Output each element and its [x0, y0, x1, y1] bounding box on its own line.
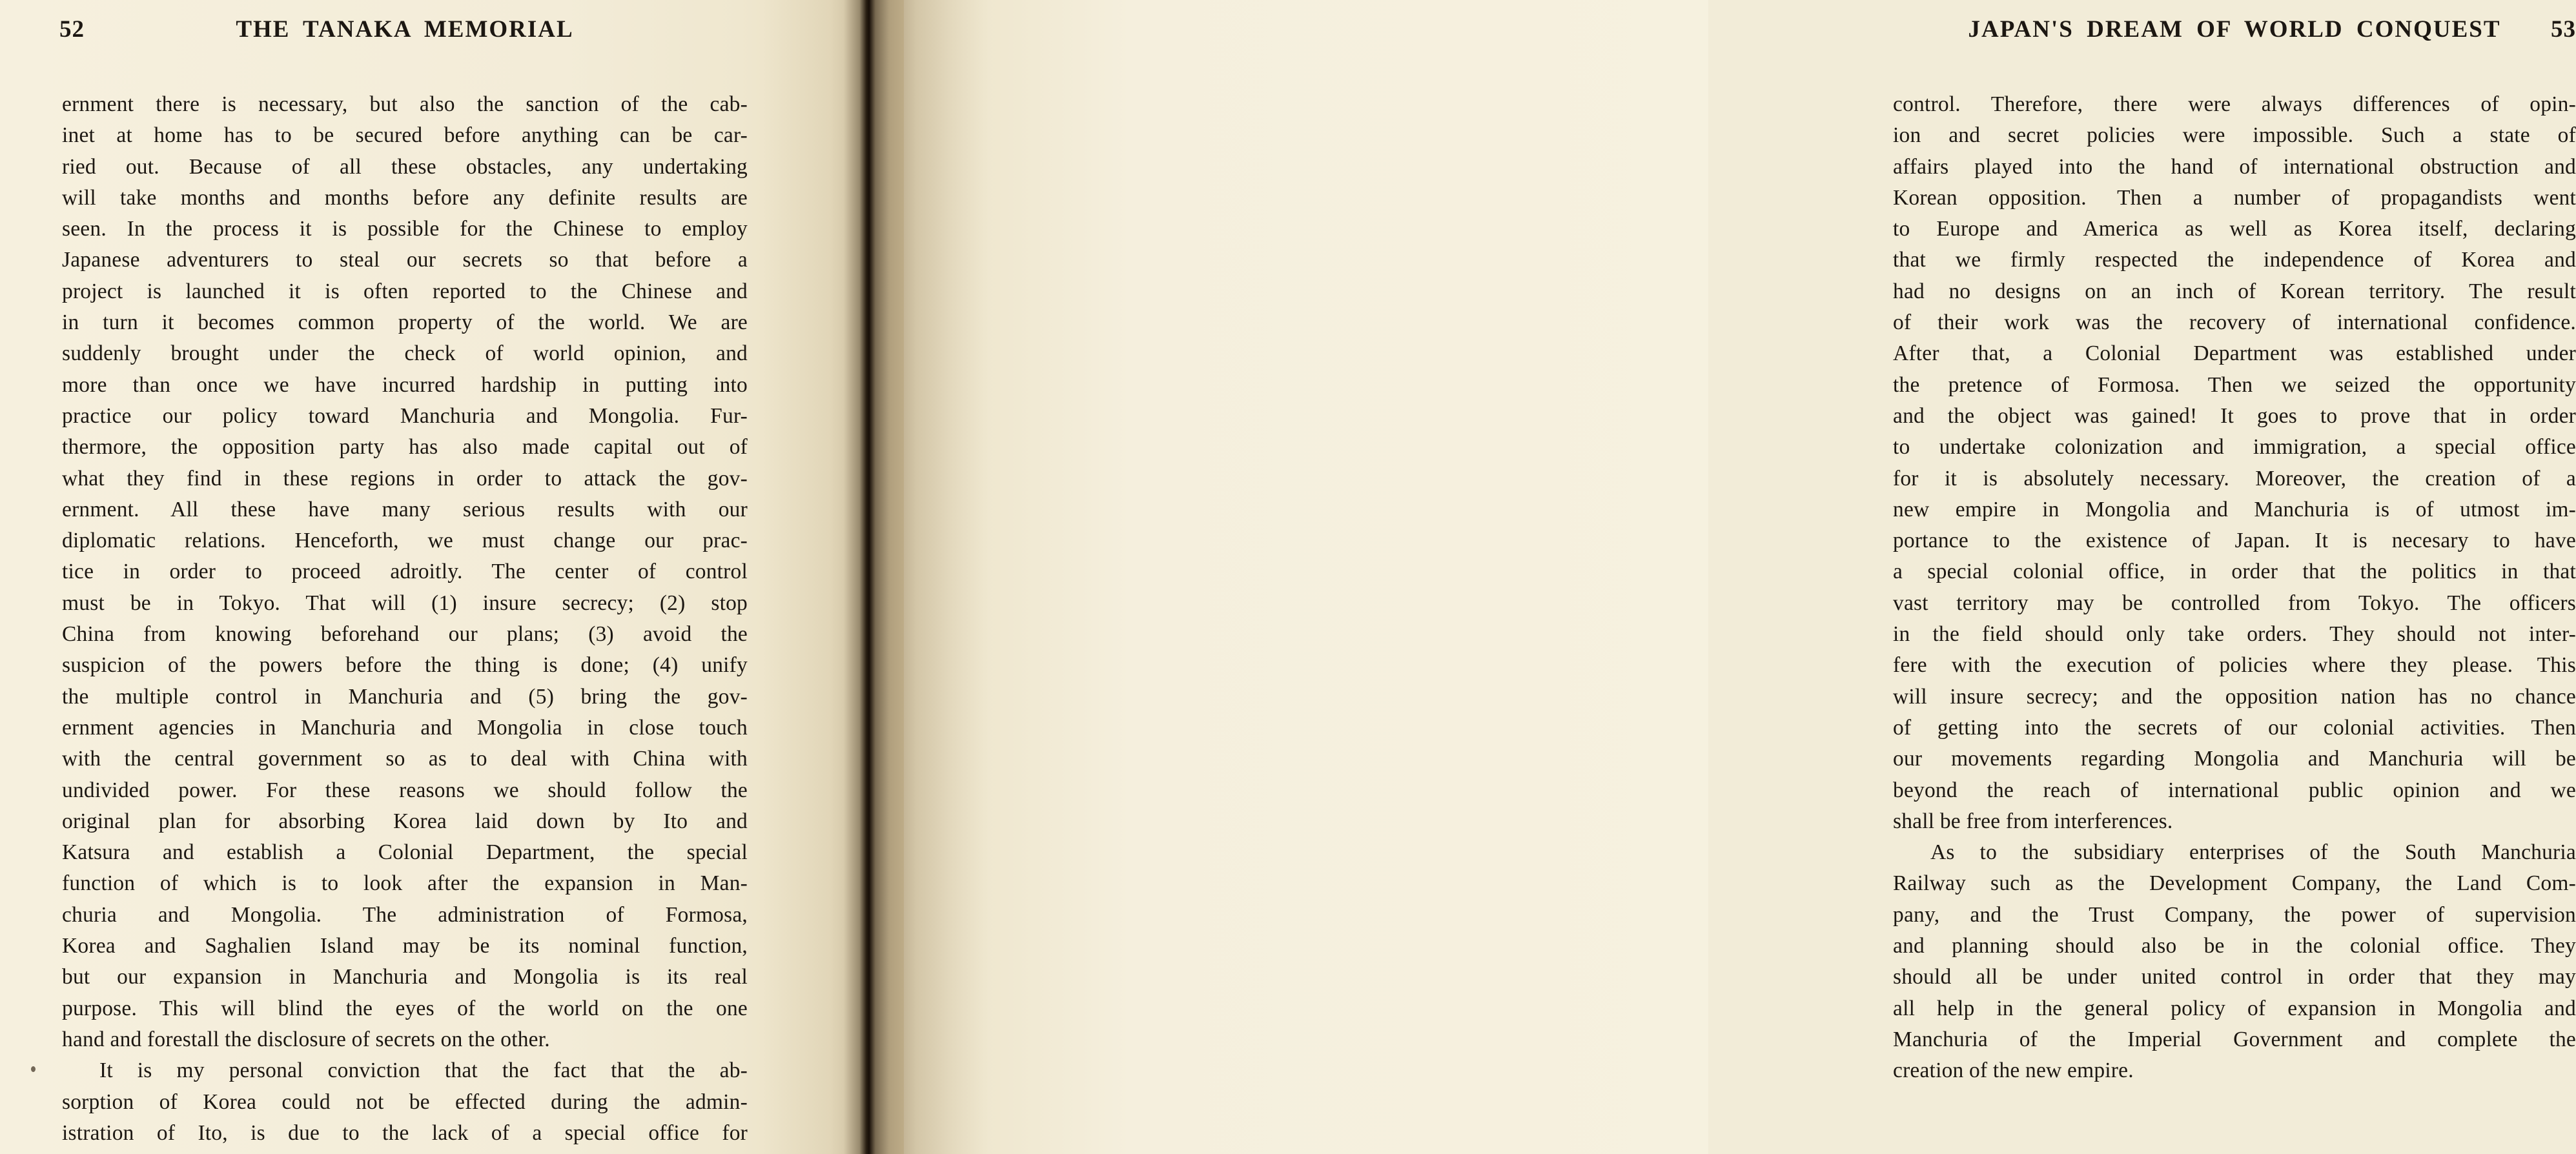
- text-line: ernment agencies in Manchuria and Mongolia in close touch: [62, 715, 748, 740]
- text-line: of getting into the secrets of our colonial activities. Then: [1893, 715, 2576, 740]
- text-line: in turn it becomes common property of the world. We are: [62, 310, 748, 335]
- text-line: a special colonial office, in order that the politics in that: [1893, 560, 2576, 584]
- text-line: our movements regarding Mongolia and Manchuria will be: [1893, 747, 2576, 771]
- text-line: thermore, the opposition party has also made capital out of: [62, 435, 748, 460]
- text-line: ernment there is necessary, but also the sanction of the cab-: [62, 92, 748, 116]
- text-line: affairs played into the hand of international obstruction and: [1893, 154, 2576, 179]
- text-line: must be in Tokyo. That will (1) insure secrecy; (2) stop: [62, 591, 748, 615]
- text-line: had no designs on an inch of Korean territory. The result: [1893, 279, 2576, 303]
- text-line: the pretence of Formosa. Then we seized the opportunity: [1893, 372, 2576, 397]
- text-line: As to the subsidiary enterprises of the South Manchuria: [1930, 840, 2576, 865]
- text-line: with the central government so as to deal with China with: [62, 747, 748, 771]
- text-line: and planning should also be in the colonial office. They: [1893, 934, 2576, 958]
- text-line: ion and secret policies were impossible. Such a state of: [1893, 123, 2576, 148]
- text-line: hand and forestall the disclosure of secrets on the other.: [62, 1027, 550, 1051]
- text-line: China from knowing beforehand our plans; (3) avoid the: [62, 622, 748, 647]
- header-right: [1893, 15, 2576, 48]
- page-number-right: 53: [2551, 16, 2576, 43]
- text-line: for it is absolutely necessary. Moreover, the creation of a: [1893, 466, 2576, 491]
- text-line: to undertake colonization and immigration, a special office: [1893, 435, 2576, 460]
- text-line: but our expansion in Manchuria and Mongolia is its real: [62, 965, 748, 989]
- text-line: undivided power. For these reasons we should follow the: [62, 778, 748, 802]
- text-line: beyond the reach of international public opinion and we: [1893, 778, 2576, 802]
- text-line: Japanese adventurers to steal our secrets so that before a: [62, 248, 748, 272]
- text-line: churia and Mongolia. The administration of Formosa,: [62, 902, 748, 927]
- text-line: vast territory may be controlled from Tokyo. The officers: [1893, 591, 2576, 615]
- text-line: to Europe and America as well as Korea itself, declaring: [1893, 217, 2576, 241]
- text-line: in the field should only take orders. They should not inter-: [1893, 622, 2576, 647]
- text-line: will insure secrecy; and the opposition nation has no chance: [1893, 684, 2576, 709]
- text-line: ried out. Because of all these obstacles, any undertaking: [62, 154, 748, 179]
- text-line: fere with the execution of policies where they please. This: [1893, 653, 2576, 678]
- page-text-right: [1893, 89, 2576, 1087]
- text-line: seen. In the process it is possible for the Chinese to employ: [62, 217, 748, 241]
- text-line: practice our policy toward Manchuria and Mongolia. Fur-: [62, 403, 748, 428]
- text-line: ernment. All these have many serious results with our: [62, 497, 748, 521]
- text-line: Railway such as the Development Company, the Land Com-: [1893, 871, 2576, 896]
- text-line: portance to the existence of Japan. It is necesary to have: [1893, 529, 2576, 553]
- page-right: [904, 0, 2576, 1154]
- text-line: function of which is to look after the expansion in Man-: [62, 871, 748, 896]
- text-line: what they find in these regions in order to attack the gov-: [62, 466, 748, 491]
- text-line: pany, and the Trust Company, the power of supervision: [1893, 902, 2576, 927]
- text-line: Katsura and establish a Colonial Department, the special: [62, 840, 748, 865]
- text-line: shall be free from interferences.: [1893, 809, 2173, 833]
- text-line: purpose. This will blind the eyes of the world on the one: [62, 996, 748, 1020]
- page-text-left: [62, 89, 748, 1149]
- text-line: Manchuria of the Imperial Government and complete the: [1893, 1027, 2576, 1051]
- header-left: [59, 15, 748, 48]
- text-line: of their work was the recovery of international confidence.: [1893, 310, 2576, 335]
- text-line: original plan for absorbing Korea laid down by Ito and: [62, 809, 748, 833]
- text-line: suddenly brought under the check of world opinion, and: [62, 341, 748, 366]
- text-line: diplomatic relations. Henceforth, we must change our prac-: [62, 529, 748, 553]
- page-number-left: 52: [59, 16, 85, 43]
- text-line: suspicion of the powers before the thing is done; (4) unify: [62, 653, 748, 678]
- running-head-right: JAPAN'S DREAM OF WORLD CONQUEST: [1968, 16, 2501, 43]
- text-line: sorption of Korea could not be effected during the admin-: [62, 1089, 748, 1114]
- text-line: more than once we have incurred hardship in putting into: [62, 372, 748, 397]
- running-head-left: THE TANAKA MEMORIAL: [236, 16, 574, 43]
- text-line: Korea and Saghalien Island may be its nominal function,: [62, 934, 748, 958]
- text-line: should all be under united control in order that they may: [1893, 965, 2576, 989]
- text-line: istration of Ito, is due to the lack of a special office for: [62, 1120, 748, 1145]
- text-line: control. Therefore, there were always differences of opin-: [1893, 92, 2576, 116]
- text-line: After that, a Colonial Department was established under: [1893, 341, 2576, 366]
- text-line: creation of the new empire.: [1893, 1058, 2134, 1083]
- text-line: new empire in Mongolia and Manchuria is of utmost im-: [1893, 497, 2576, 521]
- text-line: all help in the general policy of expansion in Mongolia and: [1893, 996, 2576, 1020]
- text-line: Korean opposition. Then a number of propagandists went: [1893, 185, 2576, 210]
- text-line: project is launched it is often reported to the Chinese and: [62, 279, 748, 303]
- text-line: that we firmly respected the independence of Korea and: [1893, 248, 2576, 272]
- text-line: the multiple control in Manchuria and (5) bring the gov-: [62, 684, 748, 709]
- text-line: inet at home has to be secured before anything can be car-: [62, 123, 748, 148]
- text-line: It is my personal conviction that the fact that the ab-: [99, 1058, 748, 1083]
- page-left: [0, 0, 904, 1154]
- text-line: will take months and months before any definite results are: [62, 185, 748, 210]
- text-line: and the object was gained! It goes to prove that in order: [1893, 403, 2576, 428]
- text-line: tice in order to proceed adroitly. The center of control: [62, 560, 748, 584]
- margin-speck: [31, 1066, 36, 1072]
